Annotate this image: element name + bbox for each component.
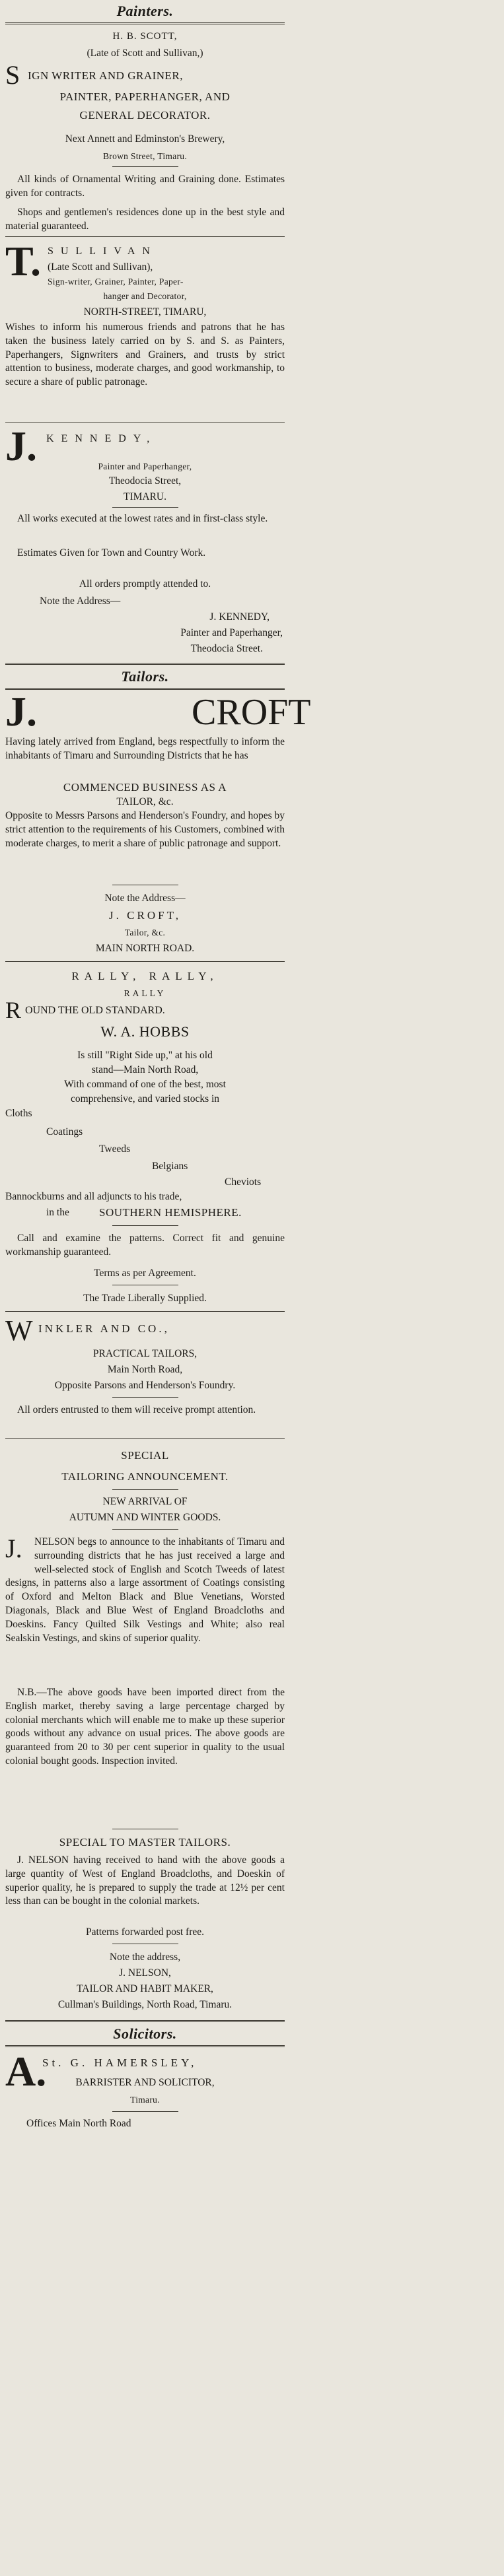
short-rule	[112, 1489, 178, 1490]
short-rule	[112, 2111, 178, 2112]
croft-body: Opposite to Messrs Parsons and Henderson's Foundry, and hopes by strict attention to the requirements of his Customers, combined with moderate charges, to merit a share of public patronage and support.	[5, 810, 285, 849]
hamersley-offices: Offices Main North Road	[26, 2118, 131, 2129]
hamersley-title: BARRISTER AND SOLICITOR,	[75, 2077, 215, 2088]
section-divider	[5, 663, 285, 665]
kennedy-town: TIMARU.	[123, 491, 166, 502]
winkler-name: INKLER AND CO.,	[38, 1322, 170, 1335]
sullivan-previous-firm: (Late Scott and Sullivan),	[48, 261, 153, 273]
winkler-line-1: PRACTICAL TAILORS,	[92, 1348, 198, 1359]
section-divider	[5, 2045, 285, 2047]
scott-address-2: Brown Street, Timaru.	[102, 151, 188, 161]
nelson-signature-address: Cullman's Buildings, North Road, Timaru.	[57, 1999, 233, 2010]
solicitors-heading: Solicitors.	[113, 2025, 177, 2042]
croft-intro: Having lately arrived from England, begs respectfully to inform the inhabitants of Timaru and Surrounding Districts that he has	[5, 736, 285, 761]
scott-trade-line-1: IGN WRITER AND GRAINER,	[28, 69, 184, 82]
scott-trade-line-2: PAINTER, PAPERHANGER, AND	[59, 90, 231, 103]
nelson-body-1	[5, 1536, 285, 1810]
painters-heading: Painters.	[116, 3, 174, 19]
croft-drop-cap: J.	[5, 688, 37, 735]
hamersley-name: St. G. HAMERSLEY,	[42, 2056, 198, 2069]
kennedy-paragraph-2: Estimates Given for Town and Country Work.	[17, 547, 206, 559]
kennedy-paragraph-1: All works executed at the lowest rates and in first-class style.	[17, 513, 268, 524]
section-divider	[5, 2020, 285, 2022]
scott-address-1: Next Annett and Edminston's Brewery,	[65, 133, 225, 145]
scott-name: H. B. SCOTT,	[112, 31, 178, 42]
short-rule	[112, 1225, 178, 1226]
kennedy-signature-trades: Painter and Paperhanger,	[180, 627, 283, 638]
short-rule	[112, 1529, 178, 1530]
section-divider	[5, 22, 285, 24]
hobbs-paragraph-1: Call and examine the patterns. Correct fit and genuine workmanship guaranteed.	[5, 1233, 285, 1258]
nelson-body-1-text: NELSON begs to announce to the inhabitants of Timaru and surrounding districts that he has just received a large and well-selected stock of English and Scotch Tweeds of latest designs, in patterns also a large assortment of Coatings consisting of Oxford and Melton Black and Blue Venetians, Worsted Diagonals, Black and Blue West of England Broadcloths and Doeskins. Fancy Quilted Silk Vestings and White; also real Sealskin Vestings, and skins of superior quality.	[5, 1536, 285, 1644]
short-rule	[112, 507, 178, 508]
hobbs-rally-2: RALLY	[124, 988, 166, 998]
hobbs-round-standard: OUND THE OLD STANDARD.	[25, 1005, 165, 1016]
hobbs-coatings: Coatings	[46, 1126, 83, 1137]
nelson-drop-cap: J.	[5, 1534, 22, 1563]
hobbs-tweeds: Tweeds	[99, 1143, 131, 1155]
nelson-arrival-2: AUTUMN AND WINTER GOODS.	[69, 1512, 221, 1523]
hobbs-terms: Terms as per Agreement.	[94, 1268, 196, 1279]
hobbs-hemisphere: SOUTHERN HEMISPHERE.	[99, 1206, 242, 1219]
sullivan-trades-2: hanger and Decorator,	[103, 291, 187, 301]
hobbs-line-6: in the	[46, 1207, 69, 1218]
winkler-line-2: Main North Road,	[107, 1364, 183, 1375]
scott-trade-line-3: GENERAL DECORATOR.	[79, 109, 211, 121]
kennedy-signature-name: J. KENNEDY,	[209, 611, 270, 623]
sullivan-name: SULLIVAN	[48, 246, 157, 257]
advert-divider	[5, 961, 285, 962]
scott-paragraph-1: All kinds of Ornamental Writing and Graining done. Estimates given for contracts.	[5, 174, 285, 199]
nelson-announcement: TAILORING ANNOUNCEMENT.	[61, 1470, 229, 1483]
kennedy-street: Theodocia Street,	[108, 475, 182, 487]
hobbs-line-3: With command of one of the best, most	[64, 1079, 226, 1090]
croft-signature-name: J. CROFT,	[109, 909, 181, 922]
tailors-heading: Tailors.	[121, 668, 169, 685]
nelson-signature-name: J. NELSON,	[119, 1967, 171, 1979]
kennedy-note: Note the Address—	[40, 595, 121, 607]
sullivan-body: Wishes to inform his numerous friends and patrons that he has taken the business lately carried on by S. and S. as Painters, Paperhangers, Signwriters and Grainers, and trusts by strict attention to business, moderate charges, and good workmanship, to secure a share of public patronage.	[5, 322, 285, 388]
sullivan-trades-1: Sign-writer, Grainer, Painter, Paper-	[48, 277, 184, 287]
kennedy-trades: Painter and Paperhanger,	[98, 461, 192, 471]
kennedy-signature-street: Theodocia Street.	[190, 643, 263, 654]
short-rule	[112, 166, 178, 167]
kennedy-drop-cap: J.	[5, 423, 37, 469]
nelson-special: SPECIAL	[121, 1449, 169, 1462]
hobbs-line-4: comprehensive, and varied stocks in	[70, 1093, 220, 1104]
sullivan-drop-cap: T.	[5, 238, 41, 285]
hobbs-belgians: Belgians	[152, 1161, 188, 1172]
kennedy-name: KENNEDY,	[46, 433, 157, 444]
drop-cap-space	[5, 1536, 34, 1563]
hobbs-line-2: stand—Main North Road,	[91, 1064, 199, 1075]
hamersley-drop-cap: A.	[5, 2048, 47, 2095]
hobbs-name: W. A. HOBBS	[100, 1023, 190, 1040]
winkler-drop-cap: W	[5, 1314, 33, 1347]
hobbs-line-5: Bannockburns and all adjuncts to his trade,	[5, 1191, 182, 1202]
advert-divider	[5, 236, 285, 237]
nelson-body-3: J. NELSON having received to hand with the above goods a large quantity of West of England Broadcloths, and Doeskin of superior quality, he is prepared to supply the trade at 12½ per cent less than can be bought in the colonial markets.	[5, 1854, 285, 1907]
hobbs-line-1: Is still "Right Side up," at his old	[77, 1050, 213, 1061]
hobbs-rally: RALLY, RALLY,	[71, 970, 219, 982]
hobbs-trade: The Trade Liberally Supplied.	[83, 1293, 207, 1304]
croft-name: CROFT	[192, 692, 311, 733]
advert-divider	[5, 1311, 285, 1312]
sullivan-address: NORTH-STREET, TIMARU,	[83, 306, 207, 318]
scott-drop-cap: S	[5, 60, 20, 90]
croft-commenced: COMMENCED BUSINESS AS A	[63, 781, 227, 794]
section-divider	[5, 688, 285, 690]
nelson-arrival-1: NEW ARRIVAL OF	[102, 1496, 188, 1507]
winkler-paragraph: All orders entrusted to them will receive prompt attention.	[17, 1404, 256, 1415]
hobbs-cheviots: Cheviots	[225, 1176, 262, 1188]
nelson-body-2: N.B.—The above goods have been imported direct from the English market, thereby saving a large percentage charged by colonial merchants which will enable me to make up these superior goods without any advance on usual prices. The above goods are guaranteed from 20 to 30 per cent superior in quality to the usual colonial bought goods. Inspection invited.	[5, 1687, 285, 1767]
nelson-note: Note the address,	[109, 1951, 181, 1963]
short-rule	[112, 1397, 178, 1398]
croft-tailor: TAILOR, &c.	[116, 796, 174, 807]
croft-signature-trades: Tailor, &c.	[124, 928, 166, 937]
nelson-special-masters: SPECIAL TO MASTER TAILORS.	[59, 1836, 231, 1848]
nelson-signature-trades: TAILOR AND HABIT MAKER,	[77, 1983, 213, 1994]
scott-paragraph-2: Shops and gentlemen's residences done up in the best style and material guaranteed.	[5, 207, 285, 232]
kennedy-paragraph-3: All orders promptly attended to.	[79, 578, 211, 590]
hamersley-town: Timaru.	[130, 2095, 160, 2105]
scott-previous-firm: (Late of Scott and Sullivan,)	[87, 48, 203, 59]
advert-divider	[5, 1438, 285, 1439]
winkler-line-3: Opposite Parsons and Henderson's Foundry.	[54, 1380, 236, 1391]
hobbs-cloths: Cloths	[5, 1108, 32, 1119]
nelson-patterns: Patterns forwarded post free.	[85, 1926, 205, 1938]
croft-signature-road: MAIN NORTH ROAD.	[95, 943, 195, 954]
hobbs-drop-cap: R	[5, 997, 22, 1023]
croft-note: Note the Address—	[104, 893, 186, 904]
